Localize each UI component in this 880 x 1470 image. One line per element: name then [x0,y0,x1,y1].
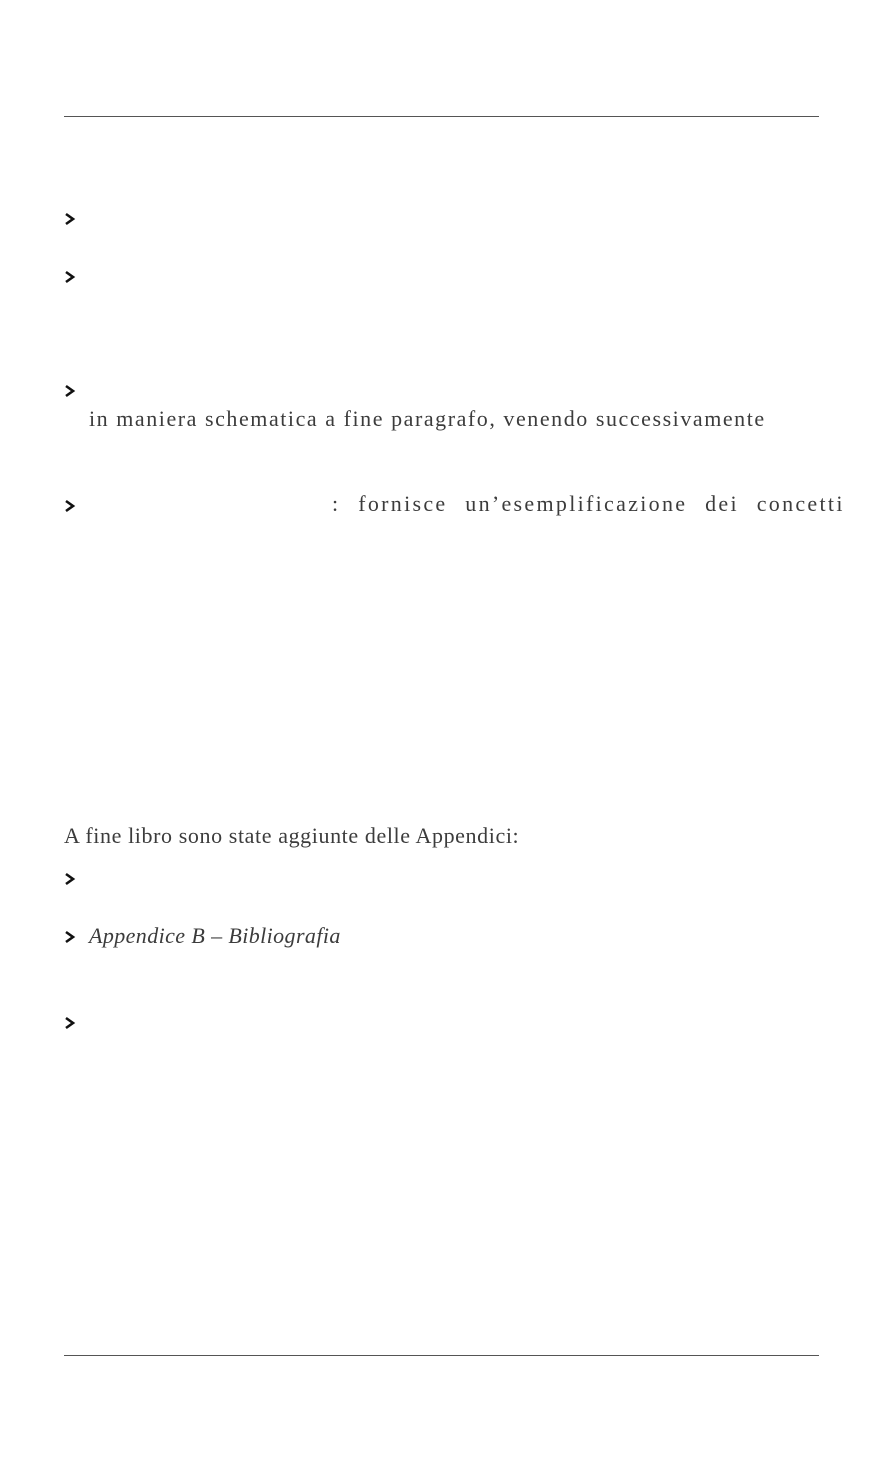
chevron-right-icon [64,269,76,285]
bullet-text-3-continuation: in maniera schematica a fine paragrafo, venendo successivamente [89,406,766,431]
chevron-right-icon [64,498,76,514]
chevron-right-icon [64,383,76,399]
appendix-intro: A fine libro sono state aggiunte delle Appendici: [64,823,520,848]
chevron-right-icon [64,871,76,887]
chevron-right-icon [64,1015,76,1031]
header-rule [64,116,819,117]
footer-rule [64,1355,819,1356]
chevron-right-icon [64,929,76,945]
bullet-text-4: : fornisce un’esemplificazione dei concetti [332,491,845,516]
chevron-right-icon [64,211,76,227]
appendix-item-2: Appendice B – Bibliografia [89,923,341,948]
